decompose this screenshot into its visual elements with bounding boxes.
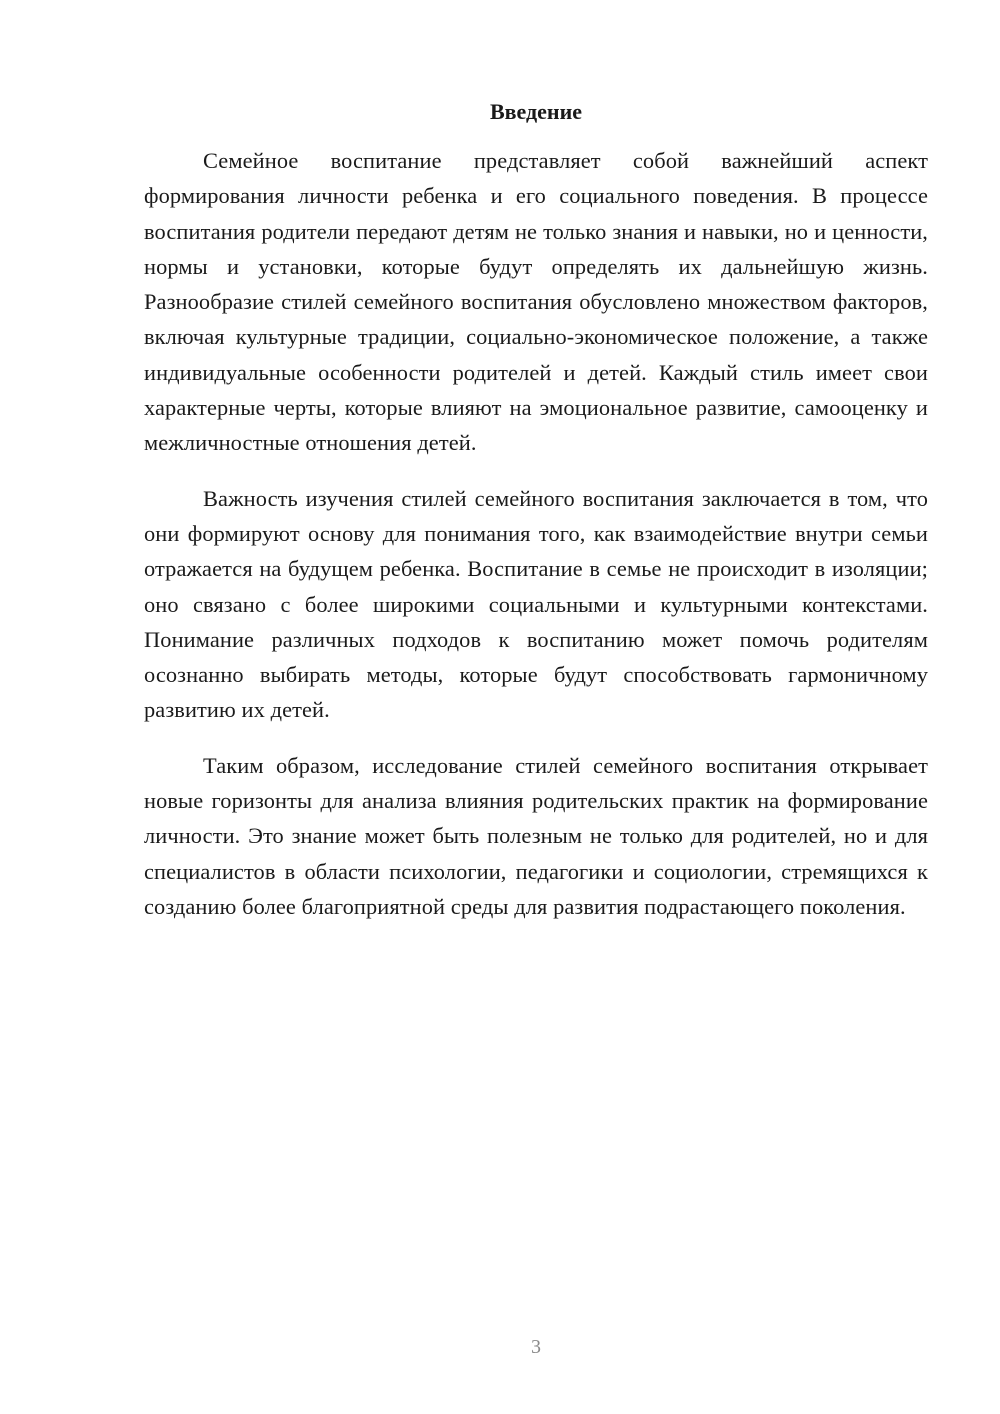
paragraph-1: Семейное воспитание представляет собой важнейший аспект формирования личности ребенка и его социального поведения. В процессе воспитания родители передают детям не только знания и навыки, но и ценности, нормы и установки, которые будут определять их дальнейшую жизнь. Разнообразие стилей семейного воспитания обусловлено множеством факторов, включая культурные традиции, социально-экономическое положение, а также индивидуальные особенности родителей и детей. Каждый стиль имеет свои характерные черты, которые влияют на эмоциональное развитие, самооценку и межличностные отношения детей. xyxy=(144,148,928,456)
page-title: Введение xyxy=(489,99,583,124)
paragraph-2: Важность изучения стилей семейного воспитания заключается в том, что они формируют основу для понимания того, как взаимодействие внутри семьи отражается на будущем ребенка. Воспитание в семье не происходит в изоляции; оно связано с более широкими социальными и культурными контекстами. Понимание различных подходов к воспитанию может помочь родителям осознанно выбирать методы, которые будут способствовать гармоничному развитию их детей. xyxy=(144,485,928,723)
page-number: 3 xyxy=(531,1336,541,1358)
paragraph-3: Таким образом, исследование стилей семейного воспитания открывает новые горизонты для анализа влияния родительских практик на формирование личности. Это знание может быть полезным не только для родителей, но и для специалистов в области психологии, педагогики и социологии, стремящихся к созданию более благоприятной среды для развития подрастающего поколения. xyxy=(144,752,928,919)
body-text xyxy=(144,143,928,924)
